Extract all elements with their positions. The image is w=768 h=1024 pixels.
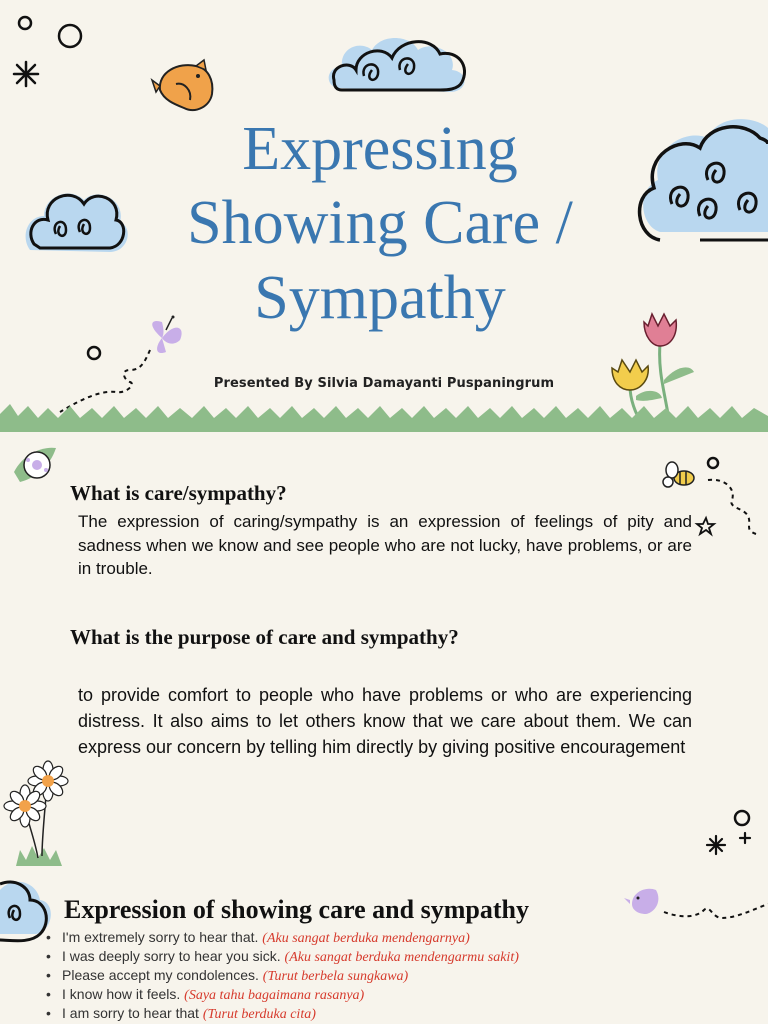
circle-icon — [735, 811, 749, 825]
list-item — [46, 947, 519, 966]
bee-icon — [663, 462, 694, 487]
cloud-icon — [26, 193, 128, 252]
list-item — [46, 985, 519, 1004]
list-item — [46, 1004, 519, 1023]
expression-translation: (Aku sangat berduka mendengarmu sakit) — [284, 950, 519, 965]
daisy-icon — [4, 761, 68, 866]
circle-icon — [708, 458, 718, 468]
slide-title — [130, 112, 630, 335]
sparkle-icon — [707, 833, 750, 854]
expression-text: I know how it feels. — [62, 986, 181, 1002]
expression-translation: (Turut berbela sungkawa) — [262, 969, 409, 984]
expression-translation: (Saya tahu bagaimana rasanya) — [184, 988, 365, 1003]
expression-text: I'm extremely sorry to hear that. — [62, 929, 259, 945]
list-item — [46, 966, 519, 985]
bullet-icon: • — [46, 929, 51, 945]
section-heading-care: What is care/sympathy? — [70, 481, 287, 505]
title-line-3: Sympathy — [254, 263, 506, 332]
section-heading-purpose: What is the purpose of care and sympathy? — [70, 625, 459, 649]
title-line-2: Showing Care / — [187, 189, 573, 258]
bird-icon — [152, 60, 212, 110]
expression-text: I am sorry to hear that — [62, 1005, 199, 1021]
presenter-credit: Presented By Silvia Damayanti Puspaningrum — [213, 376, 555, 391]
bullet-icon: • — [46, 986, 51, 1002]
expression-translation: (Turut berduka cita) — [202, 1007, 316, 1022]
bullet-icon: • — [46, 948, 51, 964]
bird-icon — [624, 889, 658, 914]
expression-text: I was deeply sorry to hear you sick. — [62, 948, 281, 964]
expression-list — [46, 928, 519, 1023]
star-icon — [697, 518, 714, 534]
expression-translation: (Aku sangat berduka mendengarnya) — [262, 931, 470, 946]
section-body-purpose: to provide comfort to people who have problems or who are experiencing distress. It also aims to let others know that we care about them. We can express our concern by telling him directly by giving positive encouragement — [78, 685, 692, 757]
circle-icon — [19, 17, 81, 47]
cloud-icon — [0, 882, 51, 941]
circle-icon — [88, 347, 100, 359]
bullet-icon: • — [46, 967, 51, 983]
expression-text: Please accept my condolences. — [62, 967, 259, 983]
title-line-1: Expressing — [242, 115, 518, 183]
section-heading-expressions: Expression of showing care and sympathy — [64, 895, 529, 924]
sparkle-icon — [14, 62, 38, 86]
cloud-icon — [329, 38, 465, 92]
bullet-icon: • — [46, 1005, 51, 1021]
flower-icon — [14, 448, 56, 482]
grass-border — [0, 404, 768, 432]
section-body-care: The expression of caring/sympathy is an expression of feelings of pity and sadness when we know and see people who are not lucky, have problems, or are in trouble. — [78, 512, 692, 578]
cloud-icon — [640, 119, 768, 240]
list-item — [46, 928, 519, 947]
